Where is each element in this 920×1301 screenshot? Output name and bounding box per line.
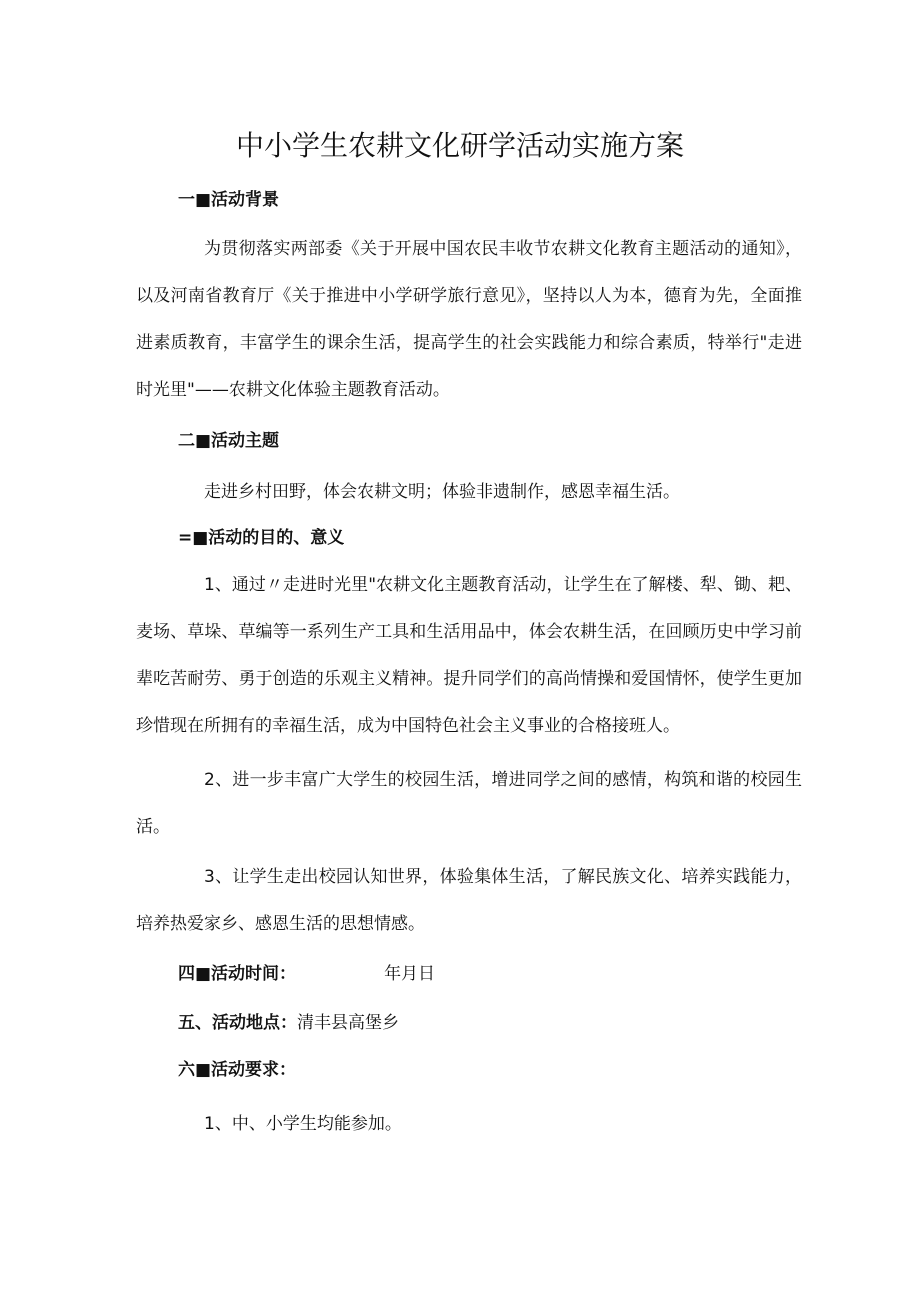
section-location bbox=[178, 1011, 399, 1035]
background-paragraph: 为贯彻落实两部委《关于开展中国农民丰收节农耕文化教育主题活动的通知》，以及河南省教育厅《关于推进中小学研学旅行意见》，坚持以人为本，德育为先，全面推进素质教育，丰富学生的课余生活，提高学生的社会实践能力和综合素质，特举行"走进时光里"——农耕文化体验主题教育活动。 bbox=[136, 239, 802, 400]
location-value: 清丰县高堡乡 bbox=[297, 1013, 399, 1033]
purpose-item-3: 3、让学生走出校园认知世界，体验集体生活，了解民族文化、培养实践能力，培养热爱家乡、感恩生活的思想情感。 bbox=[136, 867, 802, 934]
document-title: 中小学生农耕文化研学活动实施方案 bbox=[235, 129, 684, 162]
section-heading-time: 四■活动时间： bbox=[178, 964, 297, 984]
time-value: 年月日 bbox=[384, 964, 436, 984]
section-heading-location: 五、活动地点： bbox=[178, 1013, 297, 1033]
section-heading-theme: 二■活动主题 bbox=[178, 431, 280, 451]
section-heading-purpose: =■活动的目的、意义 bbox=[178, 528, 345, 548]
purpose-item-1: 1、通过〃走进时光里"农耕文化主题教育活动，让学生在了解楼、犁、锄、耙、麦场、草垛、草编等一系列生产工具和生活用品中，体会农耕生活，在回顾历史中学习前辈吃苦耐劳、勇于创造的乐观主义精神。提升同学们的高尚情操和爱国情怀，使学生更加珍惜现在所拥有的幸福生活，成为中国特色社会主义事业的合格接班人。 bbox=[136, 575, 802, 736]
requirement-item-1: 1、中、小学生均能参加。 bbox=[204, 1114, 402, 1134]
section-time bbox=[178, 962, 435, 986]
section-heading-requirements: 六■活动要求： bbox=[178, 1060, 297, 1080]
purpose-item-2: 2、进一步丰富广大学生的校园生活，增进同学之间的感情，构筑和谐的校园生活。 bbox=[136, 770, 802, 837]
section-heading-background: 一■活动背景 bbox=[178, 190, 280, 210]
theme-text: 走进乡村田野，体会农耕文明；体验非遗制作，感恩幸福生活。 bbox=[204, 482, 680, 502]
